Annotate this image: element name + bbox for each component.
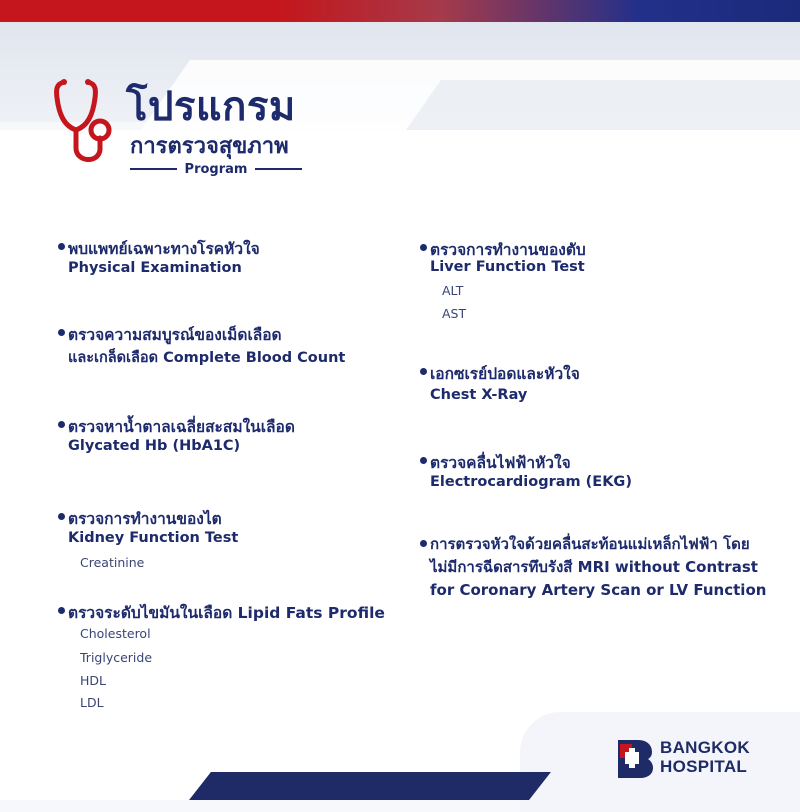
divider-line (255, 168, 302, 170)
sub-item: Triglyceride (80, 650, 153, 665)
stethoscope-icon (54, 76, 116, 172)
page-subtitle: การตรวจสุขภาพ (130, 134, 289, 159)
logo-line-1: BANGKOK (660, 738, 750, 757)
page-title: โปรแกรม (126, 84, 296, 130)
item-title-multiline: การตรวจหัวใจด้วยคลื่นสะท้อนแม่เหล็กไฟฟ้า โดยไม่มีการฉีดสารทึบรังสี MRI without Contrast for Coronary Artery Scan or LV Function (430, 535, 767, 599)
top-gradient-stripe (0, 0, 800, 22)
bullet-dot-icon (420, 457, 427, 464)
bullet-dot-icon (58, 329, 65, 336)
bullet-dot-icon (58, 243, 65, 250)
bullet-dot-icon (420, 244, 427, 251)
title-english-row (130, 160, 302, 178)
bullet-dot-icon (420, 540, 427, 547)
sub-item: LDL (80, 695, 104, 710)
item-title-english: Electrocardiogram (EKG) (430, 474, 632, 490)
item-title-thai: ตรวจการทำงานของไต (68, 510, 222, 528)
bangkok-hospital-logo (616, 738, 776, 778)
page-header (54, 72, 354, 182)
item-title-english: Chest X-Ray (430, 387, 528, 403)
logo-line-2: HOSPITAL (660, 757, 748, 776)
divider-line (130, 168, 177, 170)
bangkok-hospital-logo-icon (616, 738, 654, 778)
item-title-english: Physical Examination (68, 260, 242, 276)
bullet-dot-icon (58, 607, 65, 614)
item-title-english: และเกล็ดเลือด Complete Blood Count (68, 350, 346, 366)
logo-text (660, 738, 750, 776)
item-title-thai: ตรวจหาน้ำตาลเฉลี่ยสะสมในเลือด (68, 418, 295, 436)
item-title-english: Liver Function Test (430, 259, 585, 275)
item-title-thai: ตรวจความสมบูรณ์ของเม็ดเลือด (68, 326, 282, 344)
item-title-english: Glycated Hb (HbA1C) (68, 438, 241, 454)
sub-item: Creatinine (80, 555, 145, 570)
sub-item: HDL (80, 673, 106, 688)
item-title-thai: ตรวจการทำงานของตับ (430, 241, 586, 259)
bullet-dot-icon (58, 513, 65, 520)
item-title-thai: ตรวจระดับไขมันในเลือด Lipid Fats Profile (68, 604, 385, 622)
content-card (0, 130, 800, 800)
item-title-thai: พบแพทย์เฉพาะทางโรคหัวใจ (68, 240, 260, 258)
sub-item: ALT (442, 283, 464, 298)
bullet-dot-icon (420, 368, 427, 375)
sub-item: Cholesterol (80, 626, 151, 641)
item-title-thai: ตรวจคลื่นไฟฟ้าหัวใจ (430, 454, 571, 472)
sub-item: AST (442, 306, 467, 321)
bottom-navy-shape (189, 772, 551, 800)
bullet-dot-icon (58, 421, 65, 428)
item-title-thai: เอกซเรย์ปอดและหัวใจ (430, 365, 580, 383)
item-title-english: Kidney Function Test (68, 530, 239, 546)
title-english: Program (184, 161, 248, 177)
